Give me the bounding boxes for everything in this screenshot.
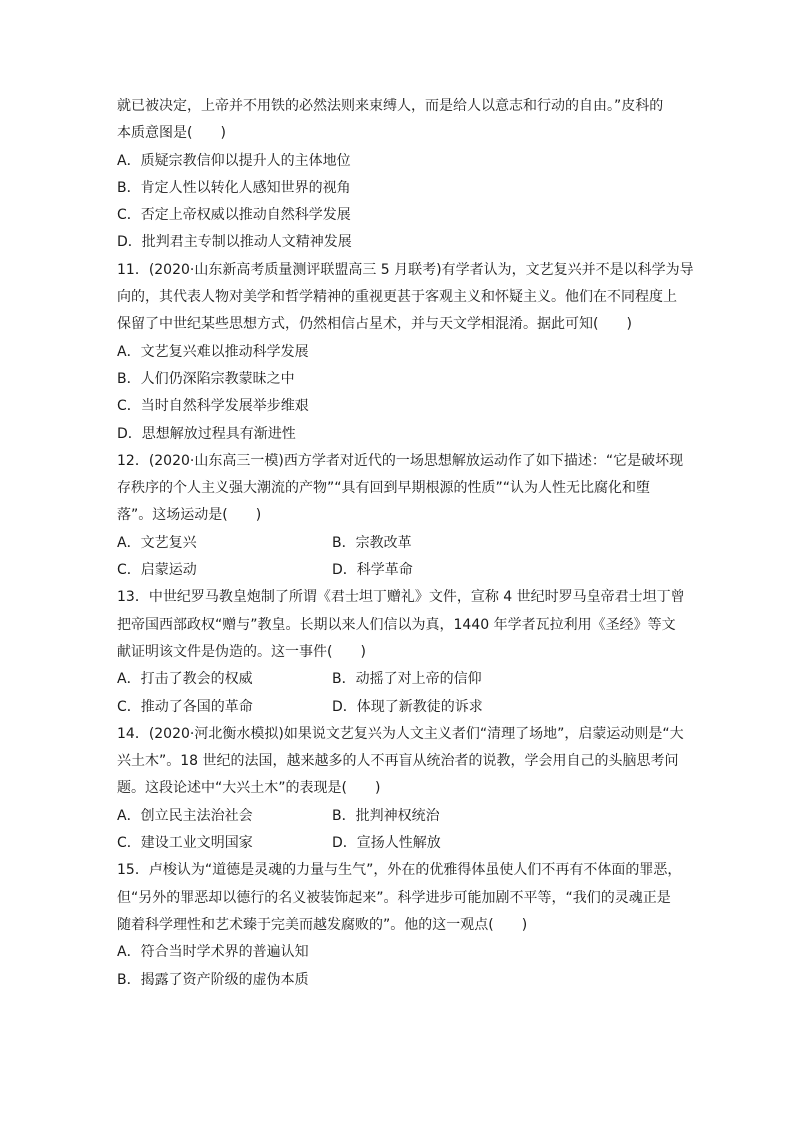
q14-option-c: C．建设工业文明国家 <box>117 835 253 852</box>
q11-option-a: A．文艺复兴难以推动科学发展 <box>117 343 309 360</box>
q14-option-a: A．创立民主法治社会 <box>117 807 253 824</box>
q13-options-row-2 <box>117 694 684 721</box>
q11-stem-line-3: 保留了中世纪某些思想方式，仍然相信占星术，并与天文学相混淆。据此可知( ) <box>117 316 632 333</box>
q12-options-row-1 <box>117 530 684 557</box>
q13-option-b: B．动摇了对上帝的信仰 <box>332 671 482 688</box>
q10-option-b: B．肯定人性以转化人感知世界的视角 <box>117 179 351 196</box>
q13-stem-line-2: 把帝国西部政权“赠与”教皇。长期以来人们信以为真，1440 年学者瓦拉利用《圣经》等文 <box>117 616 676 633</box>
q11-stem-line-1: 11．(2020·山东新高考质量测评联盟高三 5 月联考)有学者认为，文艺复兴并不是以科学为导 <box>117 261 694 278</box>
q15-stem-line-1: 15．卢梭认为“道德是灵魂的力量与生气”，外在的优雅得体虽使人们不再有不体面的罪恶， <box>117 862 682 879</box>
q14-options-row-2 <box>117 830 684 857</box>
q11-option-b: B．人们仍深陷宗教蒙昧之中 <box>117 370 295 387</box>
q13-stem-line-3: 献证明该文件是伪造的。这一事件( ) <box>117 643 366 660</box>
q12-stem-line-1: 12．(2020·山东高三一模)西方学者对近代的一场思想解放运动作了如下描述：“它是破坏现 <box>117 452 684 469</box>
q13-option-d: D．体现了新教徒的诉求 <box>332 698 483 715</box>
q10-option-c: C．否定上帝权威以推动自然科学发展 <box>117 207 351 224</box>
q14-options-row-1 <box>117 803 684 830</box>
q10-option-a: A．质疑宗教信仰以提升人的主体地位 <box>117 152 351 169</box>
q14-option-b: B．批判神权统治 <box>332 807 440 824</box>
q12-stem-line-2: 存秩序的个人主义强大潮流的产物”“具有回到早期根源的性质”“认为人性无比腐化和堕 <box>117 480 651 497</box>
q13-stem-line-1: 13．中世纪罗马教皇炮制了所谓《君士坦丁赠礼》文件，宣称 4 世纪时罗马皇帝君士坦丁曾 <box>117 589 685 606</box>
q13-option-a: A．打击了教会的权威 <box>117 671 253 688</box>
q12-stem-line-3: 落”。这场运动是( ) <box>117 507 262 524</box>
q10-option-d: D．批判君主专制以推动人文精神发展 <box>117 234 352 251</box>
q10-stem-line-1: 就已被决定，上帝并不用铁的必然法则来束缚人，而是给人以意志和行动的自由。”皮科的 <box>117 98 664 114</box>
q14-stem-line-2: 兴土木”。18 世纪的法国，越来越多的人不再盲从统治者的说教，学会用自己的头脑思考问 <box>117 753 679 770</box>
q11-option-d: D．思想解放过程具有渐进性 <box>117 425 296 442</box>
q11-option-c: C．当时自然科学发展举步维艰 <box>117 398 309 415</box>
q14-option-d: D．宣扬人性解放 <box>332 835 441 852</box>
q12-option-c: C．启蒙运动 <box>117 562 197 579</box>
q15-stem-line-2: 但“另外的罪恶却以德行的名义被装饰起来”。科学进步可能加剧不平等，“我们的灵魂正是 <box>117 889 671 906</box>
q14-stem-line-3: 题。这段论述中“大兴土木”的表现是( ) <box>117 780 381 797</box>
q13-option-c: C．推动了各国的革命 <box>117 698 253 715</box>
q12-option-a: A．文艺复兴 <box>117 534 197 551</box>
q15-option-b: B．揭露了资产阶级的虚伪本质 <box>117 971 309 988</box>
q14-stem-line-1: 14．(2020·河北衡水模拟)如果说文艺复兴为人文主义者们“清理了场地”，启蒙运动则是“大 <box>117 725 684 742</box>
q10-stem-line-2: 本质意图是( ) <box>117 125 226 142</box>
page-content <box>117 93 694 994</box>
q12-options-row-2 <box>117 557 684 584</box>
q12-option-b: B．宗教改革 <box>332 534 412 551</box>
q12-option-d: D．科学革命 <box>332 562 413 579</box>
q11-stem-line-2: 向的，其代表人物对美学和哲学精神的重视更甚于客观主义和怀疑主义。他们在不同程度上 <box>117 289 677 306</box>
q15-stem-line-3: 随着科学理性和艺术臻于完美而越发腐败的”。他的这一观点( ) <box>117 916 528 933</box>
q15-option-a: A．符合当时学术界的普遍认知 <box>117 944 309 961</box>
q13-options-row-1 <box>117 666 684 693</box>
